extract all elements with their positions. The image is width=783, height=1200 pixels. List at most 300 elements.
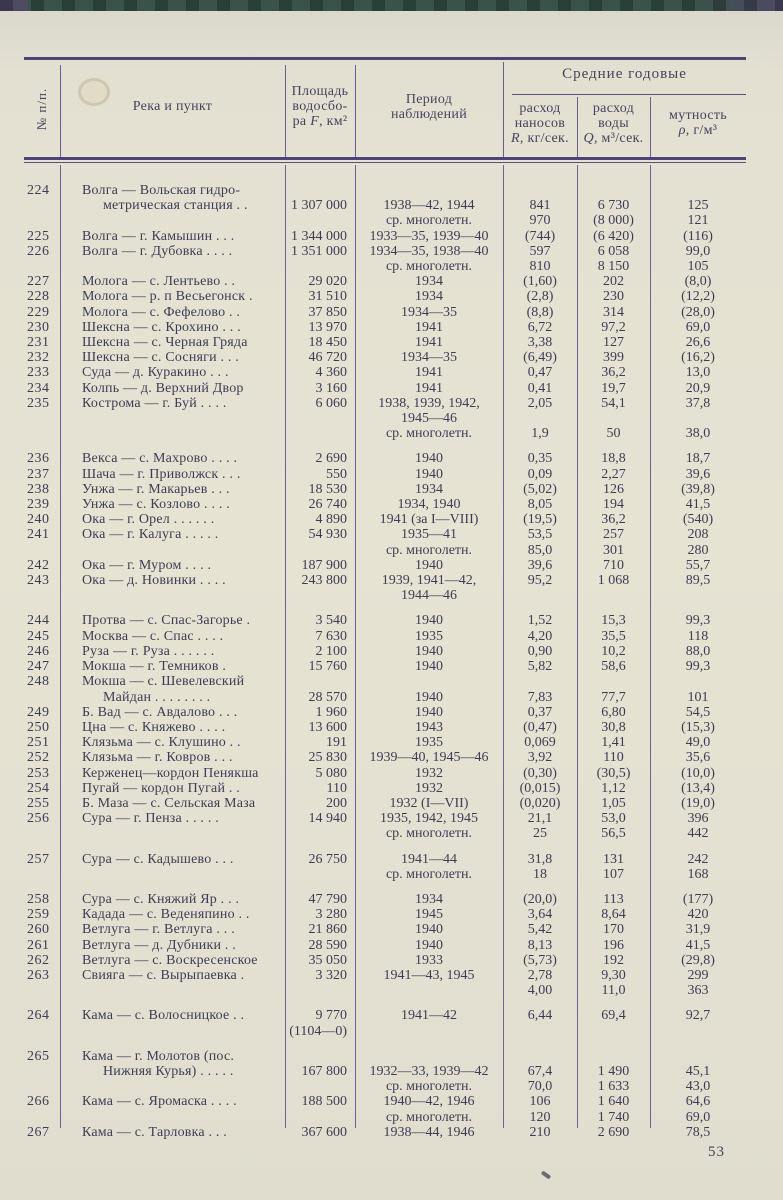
table-row: [24, 968, 746, 983]
cell-river: [60, 411, 285, 426]
table-row: [24, 451, 746, 466]
cell-turbidity: 38,0: [685, 426, 711, 442]
turbidity-symbol: ρ: [678, 123, 686, 138]
cell-number: 245: [27, 628, 50, 644]
cell-sediment-discharge: (19,5): [523, 512, 557, 528]
cell-turbidity: 92,7: [685, 1008, 711, 1024]
cell-river: [60, 543, 285, 558]
cell-number: [24, 826, 60, 841]
cell-river: Клязьма — г. Ковров . . .: [82, 750, 233, 766]
cell-turbidity: 242: [687, 851, 709, 867]
table-row: [24, 922, 746, 937]
cell-sediment-discharge: 67,4: [527, 1063, 553, 1079]
cell-turbidity: [650, 1049, 746, 1064]
cell-period: 1941 (за I—VIII): [379, 512, 479, 528]
cell-period: 1940: [415, 451, 443, 467]
cell-water-discharge: 9,30: [601, 967, 626, 983]
cell-area: 191: [326, 735, 347, 751]
cell-area: 1 344 000: [291, 228, 347, 244]
cell-water-discharge: 131: [603, 851, 624, 867]
cell-turbidity: 420: [687, 907, 709, 923]
cell-number: 234: [27, 380, 50, 396]
cell-river: Б. Вад — с. Авдалово . . .: [82, 704, 238, 720]
cell-river: [60, 1110, 285, 1125]
cell-sediment-discharge: 210: [529, 1124, 551, 1140]
cell-water-discharge: 15,3: [601, 613, 626, 629]
cell-sediment-discharge: [503, 1049, 577, 1064]
cell-river: Кама — с. Яромаска . . . .: [82, 1094, 237, 1110]
cell-number: 231: [27, 335, 50, 351]
cell-sediment-discharge: (2,8): [526, 289, 554, 305]
cell-river: Майдан . . . . . . . .: [103, 689, 211, 705]
cell-turbidity: 99,3: [685, 613, 711, 629]
cell-area: 2 690: [315, 451, 347, 467]
cell-area: 3 320: [315, 967, 347, 983]
cell-area: 37 850: [308, 304, 347, 320]
cell-water-discharge: 53,0: [601, 811, 626, 827]
cell-number: [24, 690, 60, 705]
cell-number: [24, 259, 60, 274]
cell-river: Сура — г. Пенза . . . . .: [82, 811, 219, 827]
cell-number: [24, 983, 60, 998]
cell-river: Керженец—кордон Пенякша: [82, 765, 259, 781]
table-row: [24, 1094, 746, 1109]
cell-river: Волга — Вольская гидро-: [82, 183, 241, 198]
cell-period: 1941: [415, 319, 443, 335]
cell-turbidity: [650, 1024, 746, 1039]
cell-river: Шача — г. Приволжск . . .: [82, 466, 241, 482]
cell-river: [60, 826, 285, 841]
cell-number: 263: [27, 967, 50, 983]
cell-number: [24, 198, 60, 213]
cell-period: 1934—35: [401, 350, 457, 366]
cell-sediment-discharge: 21,1: [527, 811, 553, 827]
cell-period: 1940: [415, 704, 443, 720]
cell-area: [285, 983, 355, 998]
cell-turbidity: (28,0): [681, 304, 715, 320]
cell-sediment-discharge: 3,92: [527, 750, 553, 766]
cell-water-discharge: 77,7: [601, 689, 626, 705]
table-row: [24, 953, 746, 968]
cell-river: Шексна — с. Крохино . . .: [82, 319, 241, 335]
table-row: [24, 497, 746, 512]
cell-period: ср. многолетн.: [385, 213, 473, 229]
table-row: [24, 289, 746, 304]
cell-area: 28 590: [308, 937, 347, 953]
cell-period: ср. многолетн.: [385, 259, 473, 275]
cell-water-discharge: 301: [603, 542, 624, 558]
cell-area: 367 600: [301, 1124, 347, 1140]
cell-river: Нижняя Курья) . . . . .: [103, 1063, 234, 1079]
cell-number: [24, 213, 60, 228]
cell-sediment-discharge: 597: [529, 243, 551, 259]
cell-area: [285, 826, 355, 841]
table-body: [24, 183, 746, 1140]
cell-area: 1 351 000: [291, 243, 347, 259]
cell-turbidity: 88,0: [685, 643, 711, 659]
cell-turbidity: 41,5: [685, 497, 711, 513]
cell-turbidity: 78,5: [685, 1124, 711, 1140]
cell-number: [24, 426, 60, 441]
cell-river: Москва — с. Спас . . . .: [82, 628, 224, 644]
cell-period: 1945: [415, 907, 443, 923]
cell-water-discharge: 202: [603, 274, 624, 290]
cell-number: [24, 411, 60, 426]
cell-water-discharge: [577, 183, 650, 198]
cell-sediment-discharge: 95,2: [527, 573, 553, 589]
header-period-column: Период наблюдений: [390, 92, 468, 122]
cell-area: 15 760: [308, 659, 347, 675]
cell-area: 26 740: [308, 497, 347, 513]
cell-river: Ока — д. Новинки . . . .: [82, 573, 226, 589]
cell-turbidity: 299: [687, 967, 709, 983]
cell-turbidity: 41,5: [685, 937, 711, 953]
cell-turbidity: 363: [687, 983, 709, 999]
cell-area: [285, 411, 355, 426]
cell-number: 264: [27, 1008, 50, 1024]
cell-sediment-discharge: 0,35: [527, 451, 553, 467]
cell-water-discharge: 1 490: [597, 1063, 630, 1079]
cell-water-discharge: 1 740: [597, 1109, 630, 1125]
header-water-column: расход воды Q, м³/сек.: [583, 101, 644, 146]
cell-number: [24, 1110, 60, 1125]
header-area-column: Площадь водосбо- ра F, км²: [291, 84, 349, 129]
cell-period: 1941—43, 1945: [383, 967, 475, 983]
cell-area: 28 570: [308, 689, 347, 705]
cell-river: Унжа — г. Макарьев . . .: [82, 481, 230, 497]
header-group-label: Средние годовые: [562, 66, 687, 82]
cell-area: 1 960: [315, 704, 347, 720]
cell-sediment-discharge: 0,37: [527, 704, 553, 720]
cell-period: 1944—46: [401, 588, 457, 604]
table-row: [24, 705, 746, 720]
header-number-column: № п/п.: [34, 87, 49, 131]
table-row: [24, 1064, 746, 1079]
cell-river: Клязьма — с. Клушино . .: [82, 735, 241, 751]
cell-area: [285, 1110, 355, 1125]
cell-turbidity: 105: [687, 259, 709, 275]
cell-water-discharge: [577, 588, 650, 603]
cell-number: 249: [27, 704, 50, 720]
cell-sediment-discharge: 0,90: [527, 643, 553, 659]
cell-period: ср. многолетн.: [385, 542, 473, 558]
cell-number: 251: [27, 735, 50, 751]
table-row: [24, 1008, 746, 1023]
cell-number: 262: [27, 952, 50, 968]
cell-number: 244: [27, 613, 50, 629]
table-row: [24, 183, 746, 198]
cell-area: 200: [326, 795, 347, 811]
cell-period: 1945—46: [401, 411, 457, 427]
table-row: [24, 213, 746, 228]
cell-number: 254: [27, 780, 50, 796]
cell-river: Унжа — с. Козлово . . . .: [82, 497, 230, 513]
cell-number: 224: [27, 183, 50, 198]
cell-water-discharge: 257: [603, 527, 624, 543]
cell-number: 229: [27, 304, 50, 320]
cell-sediment-discharge: (20,0): [523, 891, 557, 907]
cell-river: Ветлуга — с. Воскресенское: [82, 952, 258, 968]
cell-period: 1941: [415, 335, 443, 351]
cell-area: 5 080: [315, 765, 347, 781]
cell-turbidity: (8,0): [684, 274, 712, 290]
cell-number: 239: [27, 497, 50, 513]
table-row: [24, 781, 746, 796]
data-table: [24, 165, 746, 1140]
table-row: [24, 467, 746, 482]
cell-period: 1939, 1941—42,: [381, 573, 477, 589]
cell-river: Векса — с. Махрово . . . .: [82, 451, 238, 467]
cell-water-discharge: 1,41: [601, 735, 626, 751]
cell-turbidity: (19,0): [681, 795, 715, 811]
table-row: [24, 690, 746, 705]
cell-river: Ока — г. Муром . . . .: [82, 557, 212, 573]
cell-area: 46 720: [308, 350, 347, 366]
cell-sediment-discharge: 970: [529, 213, 551, 229]
table-row: [24, 305, 746, 320]
table-row: [24, 720, 746, 735]
cell-water-discharge: 1 633: [597, 1079, 630, 1095]
cell-turbidity: 13,0: [685, 365, 711, 381]
cell-period: 1932—33, 1939—42: [369, 1063, 489, 1079]
cell-sediment-discharge: 25: [533, 826, 547, 842]
cell-area: 18 450: [308, 335, 347, 351]
table-row: [24, 811, 746, 826]
cell-water-discharge: 10,2: [601, 643, 626, 659]
cell-area: 31 510: [308, 289, 347, 305]
cell-turbidity: 54,5: [685, 704, 711, 720]
cell-turbidity: 20,9: [685, 380, 711, 396]
cell-water-discharge: 30,8: [601, 719, 626, 735]
cell-water-discharge: 18,8: [601, 451, 626, 467]
cell-number: [24, 588, 60, 603]
cell-turbidity: (116): [683, 228, 713, 244]
cell-sediment-discharge: (6,49): [523, 350, 557, 366]
cell-water-discharge: [577, 674, 650, 689]
cell-area: 1 307 000: [291, 198, 347, 214]
cell-area: [285, 259, 355, 274]
cell-river: [60, 983, 285, 998]
cell-turbidity: [650, 674, 746, 689]
cell-water-discharge: 194: [603, 497, 624, 513]
cell-turbidity: 31,9: [685, 922, 711, 938]
cell-period: 1938—42, 1944: [383, 198, 475, 214]
cell-area: 167 800: [301, 1063, 347, 1079]
cell-turbidity: 18,7: [685, 451, 711, 467]
cell-number: [24, 867, 60, 882]
cell-period: 1940: [415, 922, 443, 938]
cell-river: Молога — с. Лентьево . .: [82, 274, 236, 290]
cell-turbidity: 39,6: [685, 466, 711, 482]
cell-sediment-discharge: [503, 411, 577, 426]
cell-water-discharge: [577, 1024, 650, 1039]
cell-river: Кадада — с. Веденяпино . .: [82, 907, 250, 923]
cell-water-discharge: 399: [603, 350, 624, 366]
water-symbol: Q: [583, 131, 594, 146]
cell-number: 227: [27, 274, 50, 290]
cell-river: [60, 213, 285, 228]
cell-number: 241: [27, 527, 50, 543]
cell-period: 1943: [415, 719, 443, 735]
cell-number: 260: [27, 922, 50, 938]
cell-sediment-discharge: [503, 674, 577, 689]
cell-area: 243 800: [301, 573, 347, 589]
header-bottom-rule-thin: [24, 162, 746, 163]
ink-speck: [541, 1170, 551, 1179]
cell-number: [24, 1024, 60, 1039]
cell-river: Шексна — с. Черная Гряда: [82, 335, 248, 351]
cell-sediment-discharge: 5,82: [527, 659, 553, 675]
table-row: [24, 244, 746, 259]
cell-river: Волга — г. Камышин . . .: [82, 228, 235, 244]
cell-river: Шексна — с. Сосняги . . .: [82, 350, 239, 366]
cell-water-discharge: 35,5: [601, 628, 626, 644]
cell-period: ср. многолетн.: [385, 866, 473, 882]
sediment-symbol: R: [511, 131, 520, 146]
cell-turbidity: (10,0): [681, 765, 715, 781]
cell-turbidity: 208: [687, 527, 709, 543]
cell-sediment-discharge: 0,41: [527, 380, 553, 396]
cell-period: 1938—44, 1946: [383, 1124, 475, 1140]
cell-turbidity: 121: [687, 213, 709, 229]
cell-number: 225: [27, 228, 50, 244]
cell-water-discharge: 69,4: [601, 1008, 626, 1024]
table-row: [24, 527, 746, 542]
table-row: [24, 573, 746, 588]
cell-period: 1940: [415, 689, 443, 705]
cell-water-discharge: 6 730: [597, 198, 630, 214]
cell-number: 235: [27, 395, 50, 411]
cell-period: 1938, 1939, 1942,: [378, 395, 480, 411]
cell-number: [24, 1064, 60, 1079]
cell-number: 247: [27, 659, 50, 675]
cell-period: 1940: [415, 466, 443, 482]
cell-turbidity: 26,6: [685, 335, 711, 351]
table-row: [24, 852, 746, 867]
cell-period: 1940: [415, 613, 443, 629]
cell-period: [355, 1024, 503, 1039]
cell-area: 187 900: [301, 557, 347, 573]
cell-water-discharge: 19,7: [601, 380, 626, 396]
cell-sediment-discharge: 53,5: [527, 527, 553, 543]
table-row: [24, 796, 746, 811]
cell-area: [285, 213, 355, 228]
cell-river: Руза — г. Руза . . . . . .: [82, 643, 215, 659]
cell-river: метрическая станция . .: [103, 198, 248, 214]
cell-sediment-discharge: 3,38: [527, 335, 553, 351]
cell-river: Молога — р. п Весьегонск .: [82, 289, 253, 305]
cell-period: 1935: [415, 628, 443, 644]
cell-period: 1941: [415, 365, 443, 381]
table-row: [24, 426, 746, 441]
table-row: [24, 1110, 746, 1125]
cell-water-discharge: 710: [603, 557, 624, 573]
cell-sediment-discharge: 810: [529, 259, 551, 275]
cell-water-discharge: 1 640: [597, 1094, 630, 1110]
cell-river: [60, 1024, 285, 1039]
table-row: [24, 867, 746, 882]
cell-number: 255: [27, 795, 50, 811]
cell-water-discharge: [577, 1049, 650, 1064]
cell-sediment-discharge: (744): [524, 228, 556, 244]
cell-period: [355, 674, 503, 689]
cell-number: 228: [27, 289, 50, 305]
cell-period: 1939—40, 1945—46: [369, 750, 489, 766]
cell-area: 4 890: [315, 512, 347, 528]
cell-water-discharge: 54,1: [601, 395, 626, 411]
cell-river: [60, 867, 285, 882]
header-turbidity-column: мутность ρ, г/м³: [669, 108, 727, 138]
cell-area: 21 860: [308, 922, 347, 938]
cell-area: [285, 867, 355, 882]
cell-period: 1934, 1940: [397, 497, 461, 513]
table-row: [24, 411, 746, 426]
group-underline: [512, 94, 746, 95]
cell-water-discharge: 50: [606, 426, 621, 442]
cell-number: 236: [27, 451, 50, 467]
cell-area: 25 830: [308, 750, 347, 766]
table-row: [24, 335, 746, 350]
cell-number: [24, 543, 60, 558]
cell-number: 238: [27, 481, 50, 497]
cell-period: ср. многолетн.: [385, 426, 473, 442]
cell-area: 3 160: [315, 380, 347, 396]
cell-water-discharge: 230: [603, 289, 624, 305]
table-row: [24, 1079, 746, 1094]
cell-area: 3 280: [315, 907, 347, 923]
cell-river: Кострома — г. Буй . . . .: [82, 395, 227, 411]
cell-sediment-discharge: [503, 183, 577, 198]
cell-area: [285, 588, 355, 603]
cell-sediment-discharge: 841: [529, 198, 551, 214]
cell-area: 13 970: [308, 319, 347, 335]
cell-period: ср. многолетн.: [385, 826, 473, 842]
cell-sediment-discharge: 4,20: [527, 628, 553, 644]
cell-turbidity: (16,2): [681, 350, 715, 366]
cell-water-discharge: 6 058: [597, 243, 630, 259]
cell-sediment-discharge: 70,0: [527, 1079, 553, 1095]
cell-sediment-discharge: 2,05: [527, 395, 553, 411]
cell-turbidity: 45,1: [685, 1063, 711, 1079]
cell-area: 110: [326, 780, 347, 796]
cell-number: 257: [27, 851, 50, 867]
table-row: [24, 365, 746, 380]
cell-water-discharge: 36,2: [601, 365, 626, 381]
book-edge-strip: [0, 0, 783, 11]
cell-area: 54 930: [308, 527, 347, 543]
cell-water-discharge: (6 420): [593, 228, 634, 244]
table-row: [24, 198, 746, 213]
cell-sediment-discharge: 1,9: [531, 426, 549, 442]
cell-turbidity: (12,2): [681, 289, 715, 305]
cell-area: [285, 543, 355, 558]
cell-river: Мокша — г. Темников .: [82, 659, 227, 675]
cell-sediment-discharge: 85,0: [527, 542, 553, 558]
cell-area: 26 750: [308, 851, 347, 867]
cell-period: 1940: [415, 659, 443, 675]
cell-river: Ветлуга — д. Дубники . .: [82, 937, 236, 953]
cell-period: 1935—41: [401, 527, 457, 543]
cell-area: [285, 1079, 355, 1094]
header-bottom-rule: [24, 157, 746, 160]
table-row: [24, 907, 746, 922]
cell-number: 248: [27, 674, 50, 690]
table-row: [24, 396, 746, 411]
cell-area: [285, 674, 355, 689]
cell-area: 35 050: [308, 952, 347, 968]
table-row: [24, 613, 746, 628]
cell-area: 2 100: [315, 643, 347, 659]
